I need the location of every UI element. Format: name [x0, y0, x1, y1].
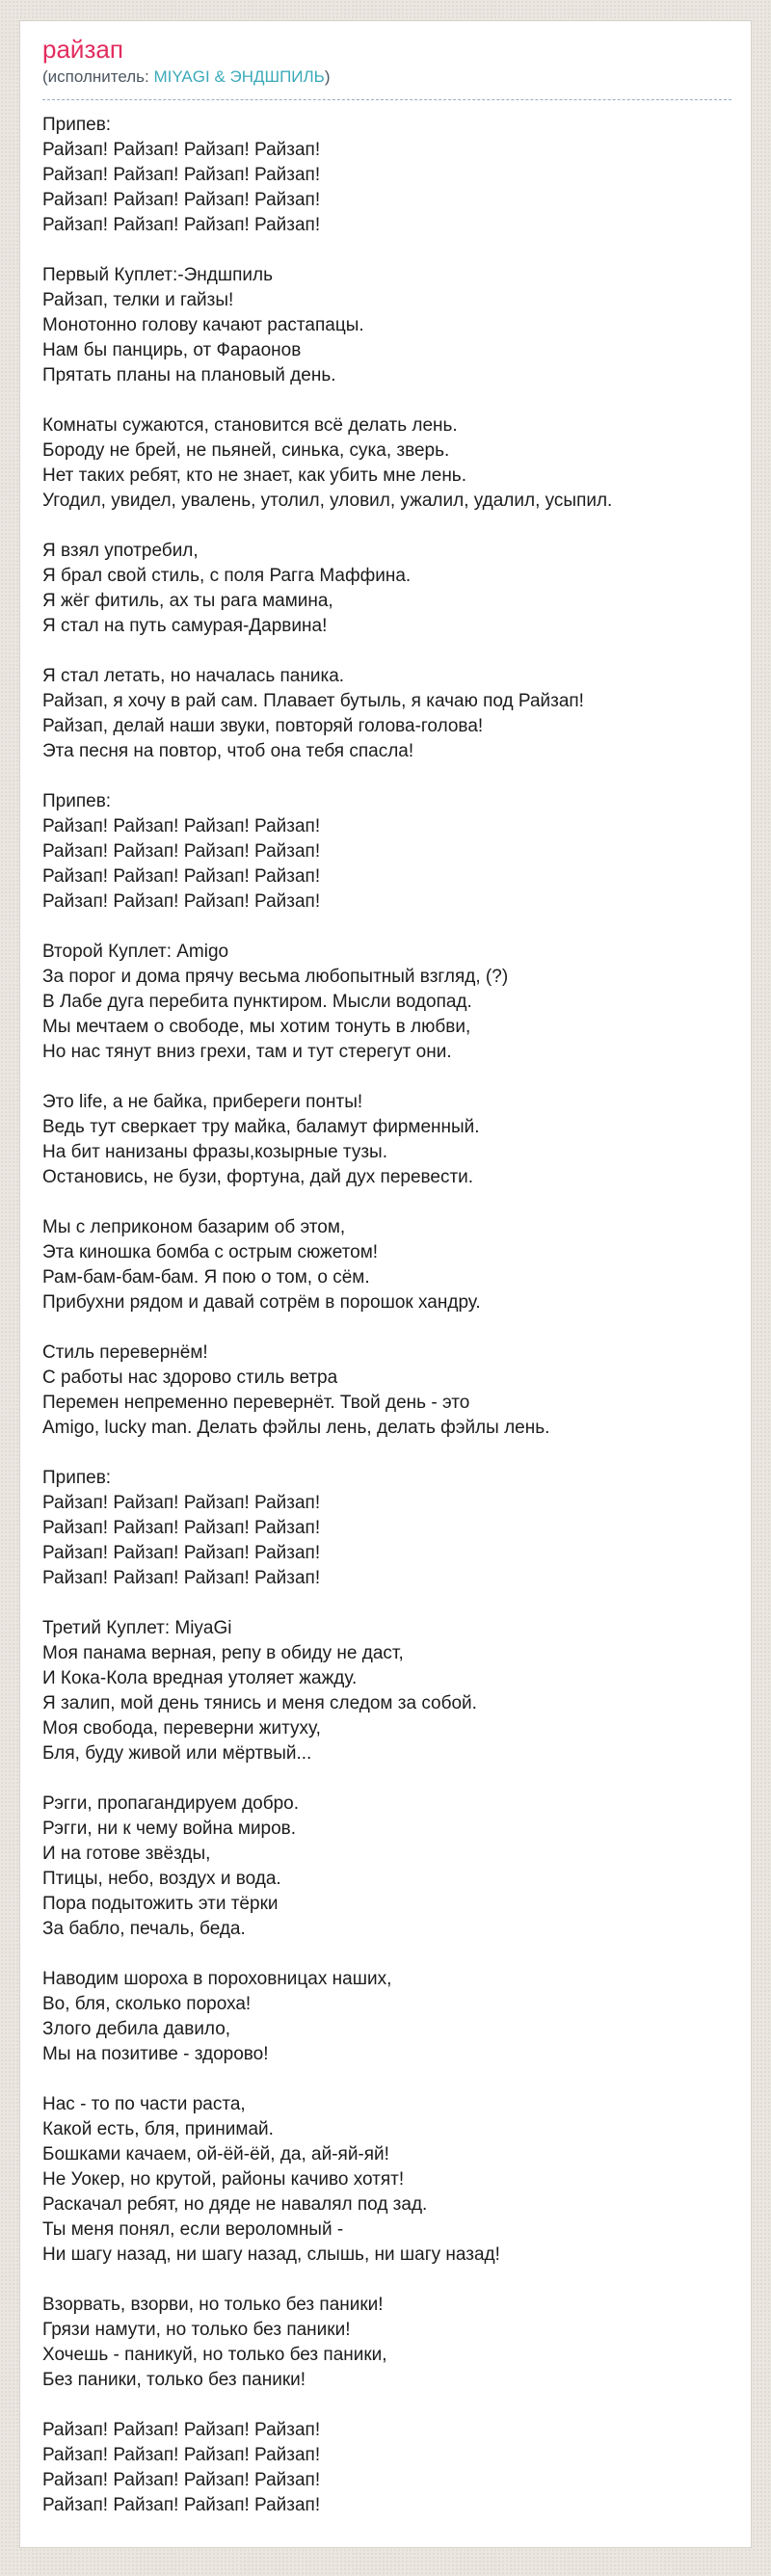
- lyric-line: Райзап, делай наши звуки, повторяй голова-голова!: [42, 716, 484, 736]
- lyric-line: Во, бля, сколько пороха!: [42, 1994, 252, 2014]
- lyric-line: Но нас тянут вниз грехи, там и тут стерегут они.: [42, 1042, 452, 1062]
- lyric-line: Райзап! Райзап! Райзап! Райзап!: [42, 841, 321, 862]
- stanza: [42, 263, 731, 388]
- lyric-line: Мы мечтаем о свободе, мы хотим тонуть в любви,: [42, 1017, 471, 1037]
- stanza: [42, 539, 731, 639]
- stanza: [42, 1616, 731, 1766]
- stanza: [42, 2092, 731, 2268]
- artist-link[interactable]: MIYAGI & ЭНДШПИЛЬ: [153, 67, 325, 86]
- lyric-line: И на готове звёзды,: [42, 1844, 211, 1864]
- lyric-line: В Лабе дуга перебита пунктиром. Мысли водопад.: [42, 992, 472, 1012]
- artist-line: [42, 65, 731, 100]
- lyric-line: Без паники, только без паники!: [42, 2370, 306, 2390]
- lyric-line: Комнаты сужаются, становится всё делать лень.: [42, 415, 458, 436]
- stanza: [42, 664, 731, 764]
- lyric-line: Бошками качаем, ой-ёй-ёй, да, ай-яй-яй!: [42, 2144, 389, 2164]
- lyric-line: Нет таких ребят, кто не знает, как убить мне лень.: [42, 465, 466, 486]
- lyric-line: Злого дебила давило,: [42, 2019, 231, 2039]
- lyric-line: Рэгги, пропагандируем добро.: [42, 1793, 300, 1814]
- lyrics-card: [19, 20, 752, 2548]
- lyric-line: Райзап! Райзап! Райзап! Райзап!: [42, 140, 321, 160]
- lyric-line: Райзап! Райзап! Райзап! Райзап!: [42, 1493, 321, 1513]
- stanza: [42, 789, 731, 915]
- lyric-line: Перемен непременно перевернёт. Твой день - это: [42, 1393, 470, 1413]
- lyric-line: Мы на позитиве - здорово!: [42, 2044, 269, 2064]
- lyric-line: Стиль перевернём!: [42, 1342, 208, 1363]
- lyric-line: Эта киношка бомба с острым сюжетом!: [42, 1242, 379, 1262]
- lyric-line: Райзап! Райзап! Райзап! Райзап!: [42, 215, 321, 235]
- lyric-line: Райзап, телки и гайзы!: [42, 290, 234, 310]
- lyric-line: Взорвать, взорви, но только без паники!: [42, 2295, 384, 2315]
- lyric-line: На бит нанизаны фразы,козырные тузы.: [42, 1142, 387, 1162]
- lyric-line: Моя свобода, переверни житуху,: [42, 1718, 321, 1739]
- lyric-line: Райзап! Райзап! Райзап! Райзап!: [42, 190, 321, 210]
- stanza: [42, 113, 731, 238]
- lyric-line: Первый Куплет:-Эндшпиль: [42, 265, 273, 285]
- lyric-line: Ведь тут сверкает тру майка, баламут фирменный.: [42, 1117, 480, 1137]
- lyric-line: Райзап! Райзап! Райзап! Райзап!: [42, 2470, 321, 2490]
- lyric-line: Я жёг фитиль, ах ты рага мамина,: [42, 591, 333, 611]
- lyric-line: Райзап! Райзап! Райзап! Райзап!: [42, 816, 321, 837]
- stanza: [42, 940, 731, 1065]
- lyric-line: Припев:: [42, 791, 112, 811]
- lyric-line: Бля, буду живой или мёртвый...: [42, 1743, 312, 1764]
- lyric-line: Хочешь - паникуй, но только без паники,: [42, 2345, 387, 2365]
- lyric-line: Райзап! Райзап! Райзап! Райзап!: [42, 1518, 321, 1538]
- lyric-line: С работы нас здорово стиль ветра: [42, 1368, 338, 1388]
- lyric-line: Наводим шороха в пороховницах наших,: [42, 1969, 392, 1989]
- lyric-line: Райзап! Райзап! Райзап! Райзап!: [42, 891, 321, 912]
- artist-label-close: ): [324, 67, 331, 86]
- lyric-line: Моя панама верная, репу в обиду не даст,: [42, 1643, 404, 1663]
- lyric-line: Остановись, не бузи, фортуна, дай дух перевести.: [42, 1167, 474, 1187]
- lyric-line: Угодил, увидел, увалень, утолил, уловил, ужалил, удалил, усыпил.: [42, 491, 613, 511]
- lyric-line: Ты меня понял, если вероломный -: [42, 2219, 344, 2240]
- lyric-line: Второй Куплет: Amigo: [42, 942, 229, 962]
- song-title: райзап: [42, 35, 123, 64]
- lyric-line: Райзап! Райзап! Райзап! Райзап!: [42, 866, 321, 887]
- lyric-line: Не Уокер, но крутой, районы качиво хотят!: [42, 2169, 405, 2190]
- lyric-line: Я брал свой стиль, с поля Рагга Маффина.: [42, 566, 412, 586]
- stanza: [42, 1341, 731, 1441]
- stanza: [42, 413, 731, 514]
- lyric-line: Мы с леприконом базарим об этом,: [42, 1217, 346, 1237]
- lyric-line: Какой есть, бля, принимай.: [42, 2119, 274, 2139]
- stanza: [42, 1215, 731, 1315]
- lyric-line: И Кока-Кола вредная утоляет жажду.: [42, 1668, 358, 1688]
- lyric-line: Райзап! Райзап! Райзап! Райзап!: [42, 2445, 321, 2465]
- lyric-line: Рам-бам-бам-бам. Я пою о том, о сём.: [42, 1267, 370, 1288]
- lyric-line: Третий Куплет: MiyaGi: [42, 1618, 232, 1638]
- stanza: [42, 2293, 731, 2393]
- stanza: [42, 1466, 731, 1591]
- stanza: [42, 2418, 731, 2518]
- lyric-line: Райзап! Райзап! Райзап! Райзап!: [42, 2420, 321, 2440]
- lyric-line: Грязи намути, но только без паники!: [42, 2320, 351, 2340]
- lyric-line: Пора подытожить эти тёрки: [42, 1894, 279, 1914]
- lyric-line: За порог и дома прячу весьма любопытный взгляд, (?): [42, 967, 509, 987]
- lyric-line: Птицы, небо, воздух и вода.: [42, 1869, 281, 1889]
- lyric-line: Райзап, я хочу в рай сам. Плавает бутыль, я качаю под Райзап!: [42, 691, 584, 711]
- lyric-line: Прибухни рядом и давай сотрём в порошок хандру.: [42, 1292, 481, 1313]
- lyric-line: Райзап! Райзап! Райзап! Райзап!: [42, 165, 321, 185]
- lyrics-text: [42, 113, 731, 2518]
- stanza: [42, 1090, 731, 1190]
- lyric-line: Припев:: [42, 115, 112, 135]
- lyric-line: Раскачал ребят, но дяде не навалял под зад.: [42, 2194, 428, 2215]
- lyric-line: Райзап! Райзап! Райзап! Райзап!: [42, 2495, 321, 2515]
- lyric-line: Бороду не брей, не пьяней, синька, сука, зверь.: [42, 440, 450, 461]
- lyric-line: Припев:: [42, 1468, 112, 1488]
- artist-label: (исполнитель:: [42, 67, 149, 86]
- lyric-line: За бабло, печаль, беда.: [42, 1919, 246, 1939]
- lyric-line: Я залип, мой день тянись и меня следом за собой.: [42, 1693, 477, 1713]
- lyric-line: Нас - то по части раста,: [42, 2094, 246, 2114]
- lyric-line: Я стал летать, но началась паника.: [42, 666, 345, 686]
- lyric-line: Рэгги, ни к чему война миров.: [42, 1819, 297, 1839]
- lyric-line: Я взял употребил,: [42, 541, 199, 561]
- lyric-line: Я стал на путь самурая-Дарвина!: [42, 616, 328, 636]
- lyric-line: Эта песня на повтор, чтоб она тебя спасла!: [42, 741, 414, 761]
- lyric-line: Монотонно голову качают растапацы.: [42, 315, 364, 335]
- lyric-line: Ни шагу назад, ни шагу назад, слышь, ни шагу назад!: [42, 2244, 500, 2265]
- lyric-line: Райзап! Райзап! Райзап! Райзап!: [42, 1543, 321, 1563]
- lyric-line: Это life, а не байка, прибереги понты!: [42, 1092, 363, 1112]
- lyric-line: Amigo, lucky man. Делать фэйлы лень, делать фэйлы лень.: [42, 1418, 550, 1438]
- lyric-line: Райзап! Райзап! Райзап! Райзап!: [42, 1568, 321, 1588]
- lyric-line: Прятать планы на плановый день.: [42, 365, 336, 385]
- stanza: [42, 1967, 731, 2067]
- lyric-line: Нам бы панцирь, от Фараонов: [42, 340, 302, 360]
- stanza: [42, 1792, 731, 1942]
